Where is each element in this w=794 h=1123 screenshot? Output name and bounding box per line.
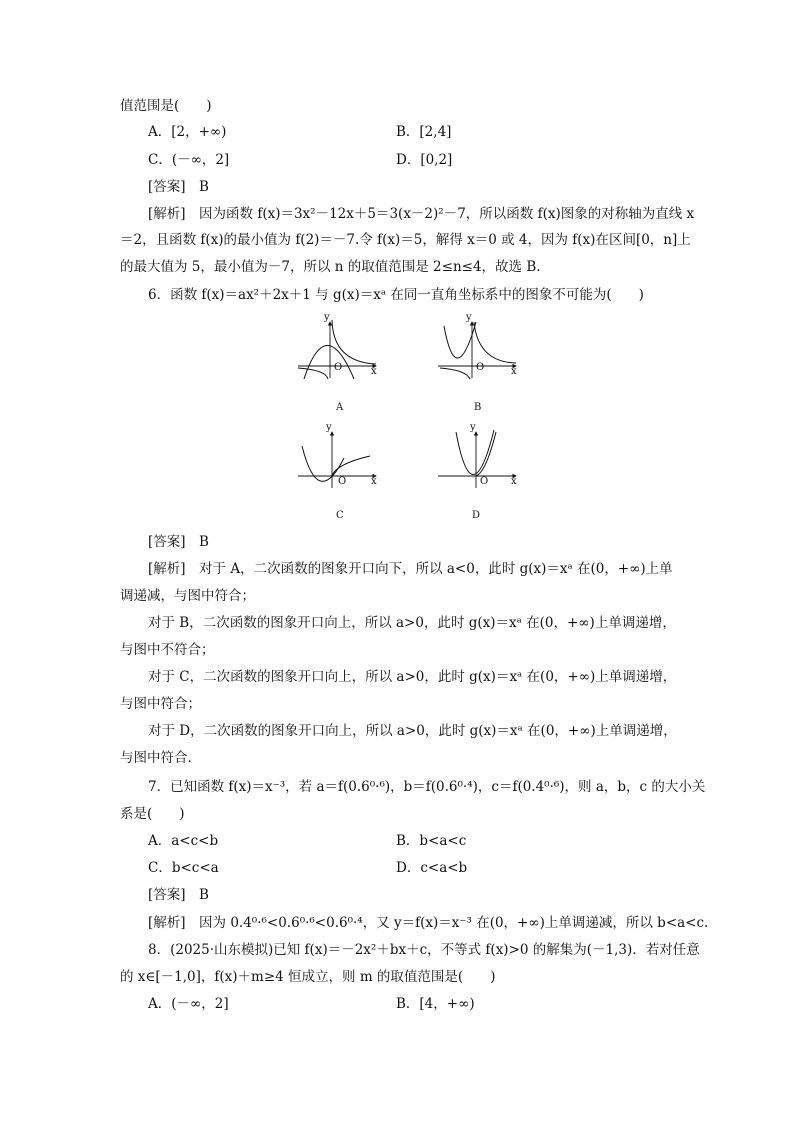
q7-option-b: B．b<a<c (396, 833, 467, 849)
q7-option-c: C．b<c<a (148, 860, 219, 876)
q6-analysis-line-7: 对于 D，二次函数的图象开口向上，所以 a>0，此时 g(x)＝xᵃ 在(0，+∞)上单调递增， (148, 723, 677, 739)
q6-analysis-line-2: 调递减，与图中符合； (120, 588, 255, 604)
q8-option-a: A．(－∞，2] (148, 996, 229, 1012)
q5-option-b: B．[2,4] (396, 124, 452, 140)
graph-c-x-label: x (371, 476, 377, 487)
graph-a-y-label: y (324, 312, 330, 323)
graph-c-label: C (336, 510, 344, 521)
q5-analysis-line-3: 的最大值为 5，最小值为－7，所以 n 的取值范围是 2≤n≤4，故选 B. (120, 259, 541, 275)
q8-stem-line-1: 8．(2025·山东模拟)已知 f(x)＝－2x²＋bx＋c，不等式 f(x)>0 的解集为(－1,3)．若对任意 (148, 942, 700, 958)
q6-stem: 6．函数 f(x)＝ax²＋2x＋1 与 g(x)＝xᵃ 在同一直角坐标系中的图象不可能为( ) (148, 287, 644, 303)
graph-a (296, 312, 380, 380)
q5-analysis-line-1: [解析] 因为函数 f(x)＝3x²－12x＋5＝3(x－2)²－7，所以函数 f(x)图象的对称轴为直线 x (148, 206, 695, 222)
graph-b-origin: O (476, 362, 485, 373)
q5-stem-tail: 值范围是( ) (120, 98, 212, 114)
graph-b-label: B (474, 402, 482, 413)
q5-option-c: C．(－∞，2] (148, 152, 230, 168)
graph-a-x-label: x (371, 366, 377, 377)
q8-option-b: B．[4，+∞) (396, 996, 475, 1012)
graph-b-x-label: x (511, 366, 517, 377)
q6-analysis-line-1: [解析] 对于 A，二次函数的图象开口向下，所以 a<0，此时 g(x)＝xᵃ 在(0，+∞)上单 (148, 561, 673, 577)
graph-a-label: A (336, 402, 344, 413)
graph-d-y-label: y (470, 422, 476, 433)
q6-analysis-line-5: 对于 C，二次函数的图象开口向上，所以 a>0，此时 g(x)＝xᵃ 在(0，+∞)上单调递增， (148, 669, 677, 685)
q5-analysis-line-2: ＝2，且函数 f(x)的最小值为 f(2)＝－7.令 f(x)＝5，解得 x＝0 或 4，因为 f(x)在区间[0，n]上 (120, 232, 691, 248)
q6-analysis-line-8: 与图中符合． (120, 750, 201, 766)
q5-option-d: D．[0,2] (396, 152, 453, 168)
q5-option-a: A．[2，+∞) (148, 124, 227, 140)
q6-analysis-line-6: 与图中符合； (120, 696, 201, 712)
q7-stem-line-2: 系是( ) (120, 806, 185, 822)
q7-stem-line-1: 7．已知函数 f(x)＝x⁻³，若 a＝f(0.6⁰·⁶)，b＝f(0.6⁰·⁴)，c＝f(0.4⁰·⁶)，则 a，b，c 的大小关 (148, 779, 706, 795)
q5-answer: [答案] B (148, 179, 209, 195)
graph-a-origin: O (334, 362, 343, 373)
graph-d (436, 422, 520, 490)
graph-c-y-label: y (326, 422, 332, 433)
q6-analysis-line-4: 与图中不符合； (120, 642, 215, 658)
q8-stem-line-2: 的 x∈[－1,0]，f(x)＋m≥4 恒成立，则 m 的取值范围是( ) (120, 969, 496, 985)
graph-d-origin: O (480, 476, 489, 487)
q6-analysis-line-3: 对于 B，二次函数的图象开口向上，所以 a>0，此时 g(x)＝xᵃ 在(0，+∞)上单调递增， (148, 615, 676, 631)
graph-c-origin: O (338, 476, 347, 487)
graph-c (296, 422, 380, 490)
q7-option-d: D．c<a<b (396, 860, 468, 876)
q7-answer: [答案] B (148, 887, 209, 903)
q7-option-a: A．a<c<b (148, 833, 219, 849)
graph-d-label: D (472, 510, 481, 521)
q6-answer: [答案] B (148, 534, 209, 550)
q7-analysis: [解析] 因为 0.4⁰·⁶<0.6⁰·⁶<0.6⁰·⁴，又 y＝f(x)＝x⁻³ 在(0，+∞)上单调递减，所以 b<a<c. (148, 915, 709, 931)
graph-b-y-label: y (466, 312, 472, 323)
graph-b (436, 312, 520, 380)
graph-d-x-label: x (511, 476, 517, 487)
